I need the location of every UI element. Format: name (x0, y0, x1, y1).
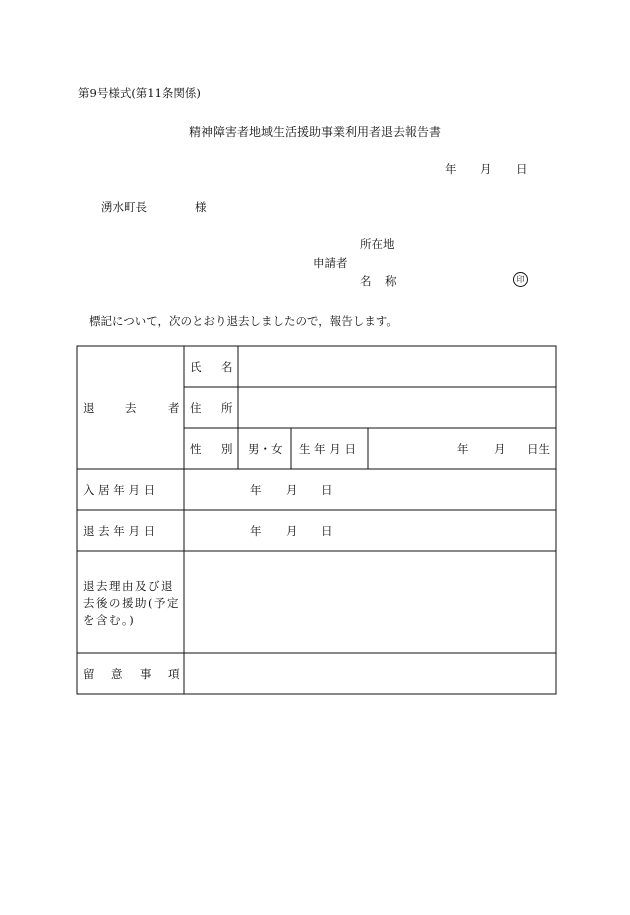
move-out-year-label: 年 (250, 524, 262, 538)
notes-label-char-1: 留 (83, 667, 95, 681)
address-label-char-1: 住 (190, 401, 202, 415)
move-out-month-label: 月 (286, 524, 298, 538)
applicant-label: 申請者 (313, 256, 348, 270)
addressee-honorific: 様 (195, 200, 207, 214)
sex-label-char-2: 別 (221, 442, 233, 456)
move-in-day-label: 日 (321, 483, 333, 497)
birthdate-day-label: 日生 (527, 442, 550, 456)
move-in-date-label: 入 居 年 月 日 (83, 483, 156, 497)
applicant-name-label-2: 称 (385, 274, 397, 288)
birthdate-month-label: 月 (494, 442, 506, 456)
date-year-label: 年 (445, 162, 457, 176)
leaver-section-char-1: 退 (83, 401, 95, 415)
leaver-name-field[interactable] (240, 348, 554, 386)
form-number: 第9号様式(第11条関係) (78, 86, 201, 100)
notes-label-char-3: 事 (140, 667, 152, 681)
move-in-year-label: 年 (250, 483, 262, 497)
move-out-date-label: 退 去 年 月 日 (83, 524, 156, 538)
leaver-section-char-2: 去 (125, 401, 137, 415)
name-label-char-1: 氏 (190, 360, 202, 374)
address-label-char-2: 所 (221, 401, 233, 415)
birthdate-year-label: 年 (457, 442, 469, 456)
date-day-label: 日 (516, 162, 528, 176)
sex-options[interactable]: 男・女 (248, 442, 283, 456)
seal-icon: 印 (513, 272, 528, 287)
move-in-month-label: 月 (286, 483, 298, 497)
addressee-name: 湧水町長 (101, 200, 147, 214)
name-label-char-2: 名 (221, 360, 233, 374)
move-out-reason-field[interactable] (186, 553, 554, 651)
move-out-day-label: 日 (321, 524, 333, 538)
notes-label-char-2: 意 (111, 667, 123, 681)
move-out-reason-label: 退去理由及び退去後の援助(予定を含む。) (83, 579, 180, 627)
applicant-name-label-1: 名 (360, 274, 372, 288)
birthdate-label: 生 年 月 日 (299, 442, 356, 456)
date-month-label: 月 (480, 162, 492, 176)
sex-label-char-1: 性 (190, 442, 202, 456)
document-title: 精神障害者地域生活援助事業利用者退去報告書 (188, 125, 441, 139)
notes-field[interactable] (186, 655, 554, 693)
leaver-address-field[interactable] (240, 389, 554, 427)
notes-label-char-4: 項 (168, 667, 180, 681)
intro-text: 標記について，次のとおり退去しましたので，報告します。 (89, 314, 398, 328)
leaver-section-char-3: 者 (168, 401, 180, 415)
applicant-address-label: 所在地 (360, 237, 395, 251)
